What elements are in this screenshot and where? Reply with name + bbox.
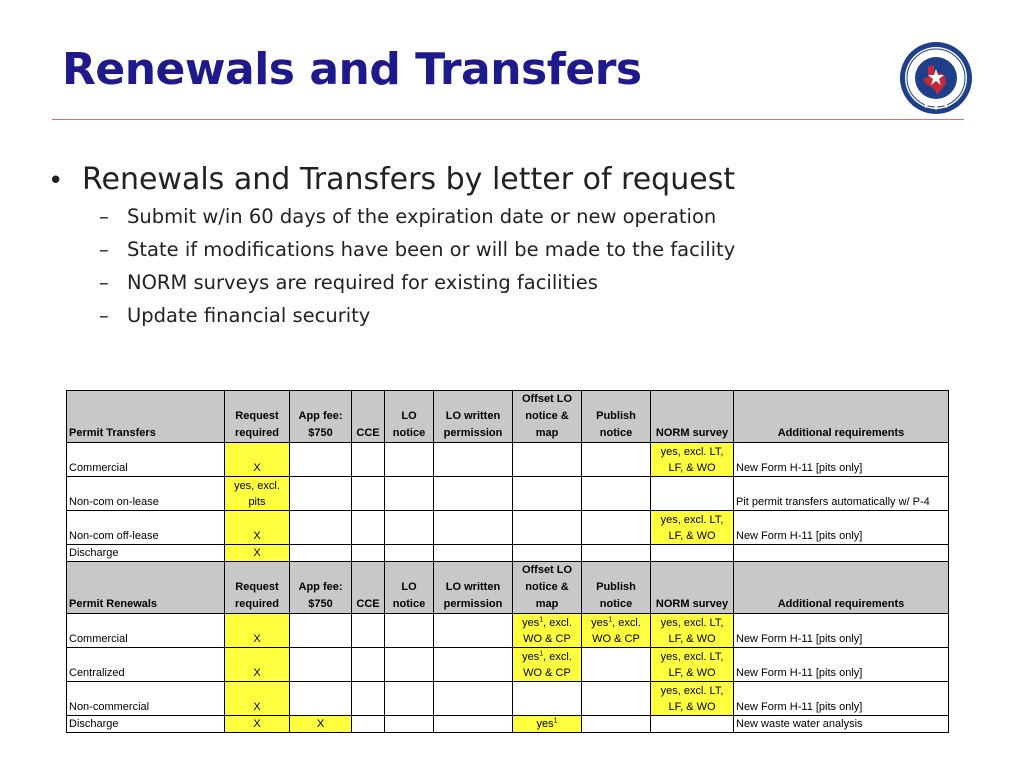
cell-request: X [225,511,290,545]
header-publish: Publish notice [582,391,651,443]
header-cce: CCE [352,562,385,614]
cell-additional: New Form H-11 [pits only] [734,648,949,682]
cell-norm: yes, excl. LT, LF, & WO [651,682,734,716]
table-row [67,648,949,682]
cell-norm: yes, excl. LT, LF, & WO [651,511,734,545]
header-additional: Additional requirements [734,391,949,443]
row-type: Centralized [67,648,225,682]
cell-additional: New waste water analysis [734,716,949,733]
header-lo-written: LO written permission [434,562,513,614]
main-bullet [48,162,948,197]
permit-requirements-table [66,390,949,733]
row-type: Discharge [67,545,225,562]
header-offset: Offset LO notice & map [513,391,582,443]
title-divider [52,119,964,120]
table-row [67,614,949,648]
cell-request: X [225,716,290,733]
sub-bullet: – NORM surveys are required for existing facilities [99,271,598,294]
bullet-list [48,162,948,337]
cell-request: yes, excl. pits [225,477,290,511]
cell-additional: New Form H-11 [pits only] [734,614,949,648]
cell-offset: yes$^1$, excl. WO & CP [513,614,582,648]
sub-bullet: – Submit w/in 60 days of the expiration date or new operation [99,205,717,228]
row-type: Non-com off-lease [67,511,225,545]
header-norm: NORM survey [651,562,734,614]
cell-request: X [225,545,290,562]
cell-additional: Pit permit transfers automatically w/ P-4 [734,477,949,511]
cell-additional: New Form H-11 [pits only] [734,682,949,716]
renewals-header-row [67,562,949,614]
header-app-fee: App fee: $750 [290,562,352,614]
main-bullet-text: Renewals and Transfers by letter of request [82,162,736,197]
slide-title: Renewals and Transfers [62,44,642,95]
header-request: Request required [225,562,290,614]
cell-request: X [225,614,290,648]
cell-publish: yes$^1$, excl. WO & CP [582,614,651,648]
row-type: Discharge [67,716,225,733]
railroad-commission-seal-icon [898,40,974,116]
header-lo-written: LO written permission [434,391,513,443]
transfers-header-row [67,391,949,443]
cell-norm: yes, excl. LT, LF, & WO [651,614,734,648]
table-row [67,511,949,545]
row-type: Non-commercial [67,682,225,716]
table-row [67,716,949,733]
table-row [67,443,949,477]
sub-bullet-text: NORM surveys are required for existing facilities [127,271,598,294]
cell-app-fee: X [290,716,352,733]
sub-bullet: – State if modifications have been or will be made to the facility [99,238,736,261]
header-cce: CCE [352,391,385,443]
sub-bullet-text: Update financial security [127,304,371,327]
header-lo-notice: LO notice [385,391,434,443]
table-row [67,477,949,511]
row-type: Commercial [67,443,225,477]
header-norm: NORM survey [651,391,734,443]
header-app-fee: App fee: $750 [290,391,352,443]
bullet-marker: • [48,166,64,196]
header-request: Request required [225,391,290,443]
cell-request: X [225,682,290,716]
cell-additional: New Form H-11 [pits only] [734,443,949,477]
cell-request: X [225,443,290,477]
cell-additional: New Form H-11 [pits only] [734,511,949,545]
table-row [67,545,949,562]
cell-offset: yes$^1$ [513,716,582,733]
header-lo-notice: LO notice [385,562,434,614]
sub-bullet-text: State if modifications have been or will be made to the facility [127,238,736,261]
header-permit-renewals: Permit Renewals [67,562,225,614]
header-offset: Offset LO notice & map [513,562,582,614]
header-publish: Publish notice [582,562,651,614]
header-permit-transfers: Permit Transfers [67,391,225,443]
cell-norm: yes, excl. LT, LF, & WO [651,443,734,477]
row-type: Non-com on-lease [67,477,225,511]
sub-bullet: – Update financial security [99,304,371,327]
cell-offset: yes$^1$, excl. WO & CP [513,648,582,682]
cell-request: X [225,648,290,682]
cell-norm: yes, excl. LT, LF, & WO [651,648,734,682]
sub-bullet-text: Submit w/in 60 days of the expiration date or new operation [127,205,717,228]
row-type: Commercial [67,614,225,648]
table-row [67,682,949,716]
header-additional: Additional requirements [734,562,949,614]
